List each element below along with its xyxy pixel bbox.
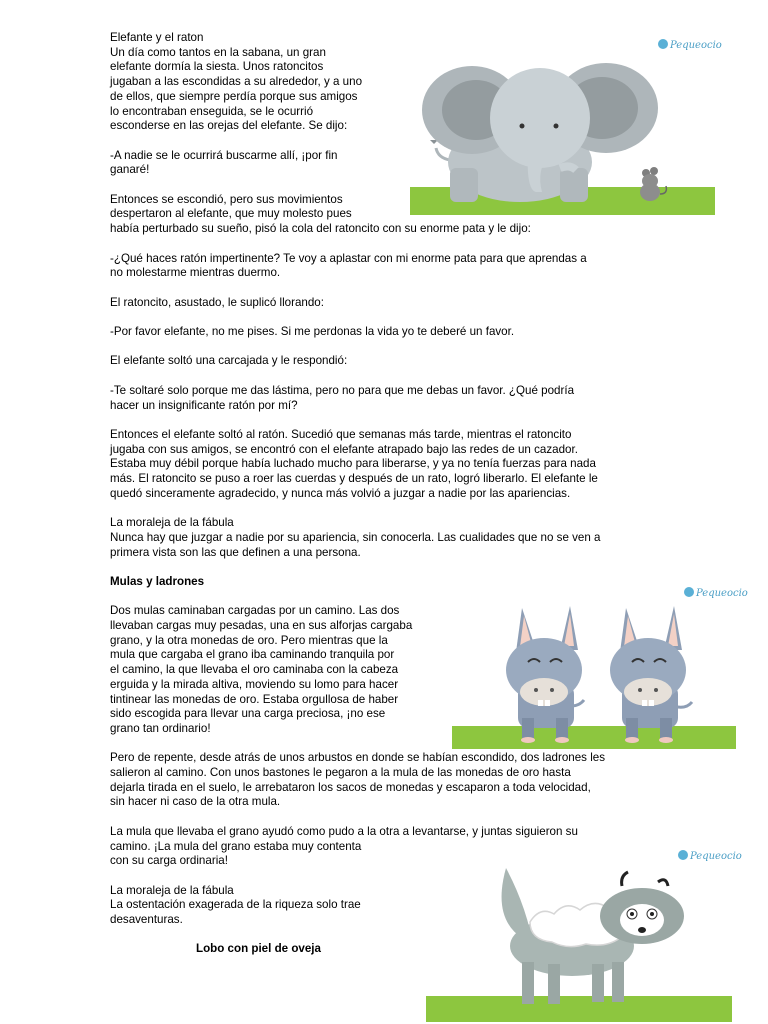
story2-moral-line: La ostentación exagerada de la riqueza solo trae: [110, 898, 361, 912]
story1-p1-line: jugaban a las escondidas a su alrededor, y a uno: [110, 75, 363, 89]
story2-p2-line: sin hacer ni caso de la otra mula.: [110, 795, 281, 809]
story1-p9-line: jugaba con sus amigos, se encontró con el elefante atrapado bajo las redes de un cazador.: [110, 442, 578, 456]
story1-p3-line: despertaron al elefante, que muy molesto pues: [110, 207, 352, 221]
story2-p3-line: con su carga ordinaria!: [110, 854, 228, 868]
story1-moral-heading: La moraleja de la fábula: [110, 516, 234, 530]
story1-p4-line: -¿Qué haces ratón impertinente? Te voy a aplastar con mi enorme pata para que aprendas a: [110, 251, 587, 265]
story1-p3-line: había perturbado su sueño, pisó la cola del ratoncito con su enorme pata y le dijo:: [110, 222, 531, 236]
wolf-illustration: [426, 858, 734, 1024]
story1-p9-line: Estaba muy débil porque había luchado mucho para liberarse, y ya no tenía fuerzas para nada: [110, 457, 596, 471]
story1-p9-line: más. El ratoncito se puso a roer las cuerdas y después de un rato, logró liberarlo. El elefante le: [110, 472, 598, 485]
logo-text: Pequeocio: [696, 588, 748, 599]
story1-p1-line: de ellos, que siempre perdía porque sus amigos: [110, 89, 358, 103]
story1-p1-line: esconderse en las orejas del elefante. Se dijo:: [110, 119, 348, 133]
logo-mark-icon: [658, 39, 668, 49]
story1-p4-line: no molestarme mientras duermo.: [110, 266, 281, 280]
story2-title: Mulas y ladrones: [110, 574, 205, 588]
story2-p2-line: dejarla tirada en el suelo, le arrebataron los sacos de monedas y escaparon a toda velocidad,: [110, 780, 591, 794]
logo-text: Pequeocio: [690, 851, 742, 862]
story2-p1-line: llevaban cargas muy pesadas, una en sus alforjas cargaba: [110, 619, 413, 632]
pequeocio-logo: [658, 39, 722, 51]
story2-p1-line: Dos mulas caminaban cargadas por un camino. Las dos: [110, 604, 400, 618]
story2-p1-line: tintinear las monedas de oro. Estaba orgullosa de haber: [110, 692, 399, 706]
story2-p1-line: mula que cargaba el grano iba caminando tranquila por: [110, 648, 395, 662]
story1-moral-line: Nunca hay que juzgar a nadie por su apariencia, sin conocerla. Las cualidades que no se ven a: [110, 530, 601, 544]
story2-moral-line: desaventuras.: [110, 913, 183, 926]
story1-p1-line: Un día como tantos en la sabana, un gran: [110, 45, 326, 59]
story1-p3-line: Entonces se escondió, pero sus movimientos: [110, 192, 343, 206]
story2-p1-line: el camino, la que llevaba el oro caminaba con la cabeza: [110, 663, 399, 677]
story1-p9-line: Entonces el elefante soltó al ratón. Sucedió que semanas más tarde, mientras el ratoncito: [110, 427, 572, 441]
story2-moral-heading: La moraleja de la fábula: [110, 883, 234, 897]
story1-p8-line: hacer un insignificante ratón por mí?: [110, 398, 298, 412]
story2-p2-line: salieron al camino. Con unos bastones le pegaron a la mula de las monedas de oro hasta: [110, 766, 571, 779]
story1-p1-line: elefante dormía la siesta. Unos ratoncitos: [110, 60, 324, 74]
logo-text: Pequeocio: [670, 40, 722, 51]
story2-p1-line: sido escogida para llevar una carga preciosa, ¡no ese: [110, 707, 386, 721]
story1-p6: -Por favor elefante, no me pises. Si me perdonas la vida yo te deberé un favor.: [110, 325, 515, 338]
story2-p1-line: grano tan ordinario!: [110, 721, 211, 735]
story1-p1-line: lo encontraban enseguida, se le ocurrió: [110, 104, 314, 118]
story1-p8-line: -Te soltaré solo porque me das lástima, pero no para que me debas un favor. ¿Qué podría: [110, 383, 575, 397]
donkeys-illustration: [452, 598, 736, 750]
story2-p3-line: camino. ¡La mula del grano estaba muy contenta: [110, 839, 362, 853]
story2-p1-line: grano, y la otra monedas de oro. Pero mientras que la: [110, 633, 388, 647]
logo-mark-icon: [684, 587, 694, 597]
story2-p2-line: Pero de repente, desde atrás de unos arbustos en donde se habían escondido, dos ladrones les: [110, 751, 606, 765]
story1-p5: El ratoncito, asustado, le suplicó llorando:: [110, 295, 324, 309]
elephant-illustration: [410, 60, 716, 220]
story3-title: Lobo con piel de oveja: [196, 942, 321, 956]
story1-moral-line: primera vista son las que definen a una persona.: [110, 545, 361, 559]
story1-title: Elefante y el raton: [110, 31, 204, 44]
story1-p7: El elefante soltó una carcajada y le respondió:: [110, 354, 348, 368]
story2-p1-line: erguida y la mirada altiva, moviendo su lomo para hacer: [110, 677, 399, 691]
story1-p2-line: ganaré!: [110, 163, 150, 177]
story1-p2-line: -A nadie se le ocurrirá buscarme allí, ¡por fin: [110, 148, 338, 162]
grass-strip: [452, 726, 736, 749]
grass-strip: [426, 996, 732, 1022]
story2-p3-line: La mula que llevaba el grano ayudó como pudo a la otra a levantarse, y juntas siguieron su: [110, 824, 578, 838]
story1-p9-line: quedó sinceramente agradecido, y nunca más volvió a juzgar a nadie por las apariencias.: [110, 486, 571, 500]
